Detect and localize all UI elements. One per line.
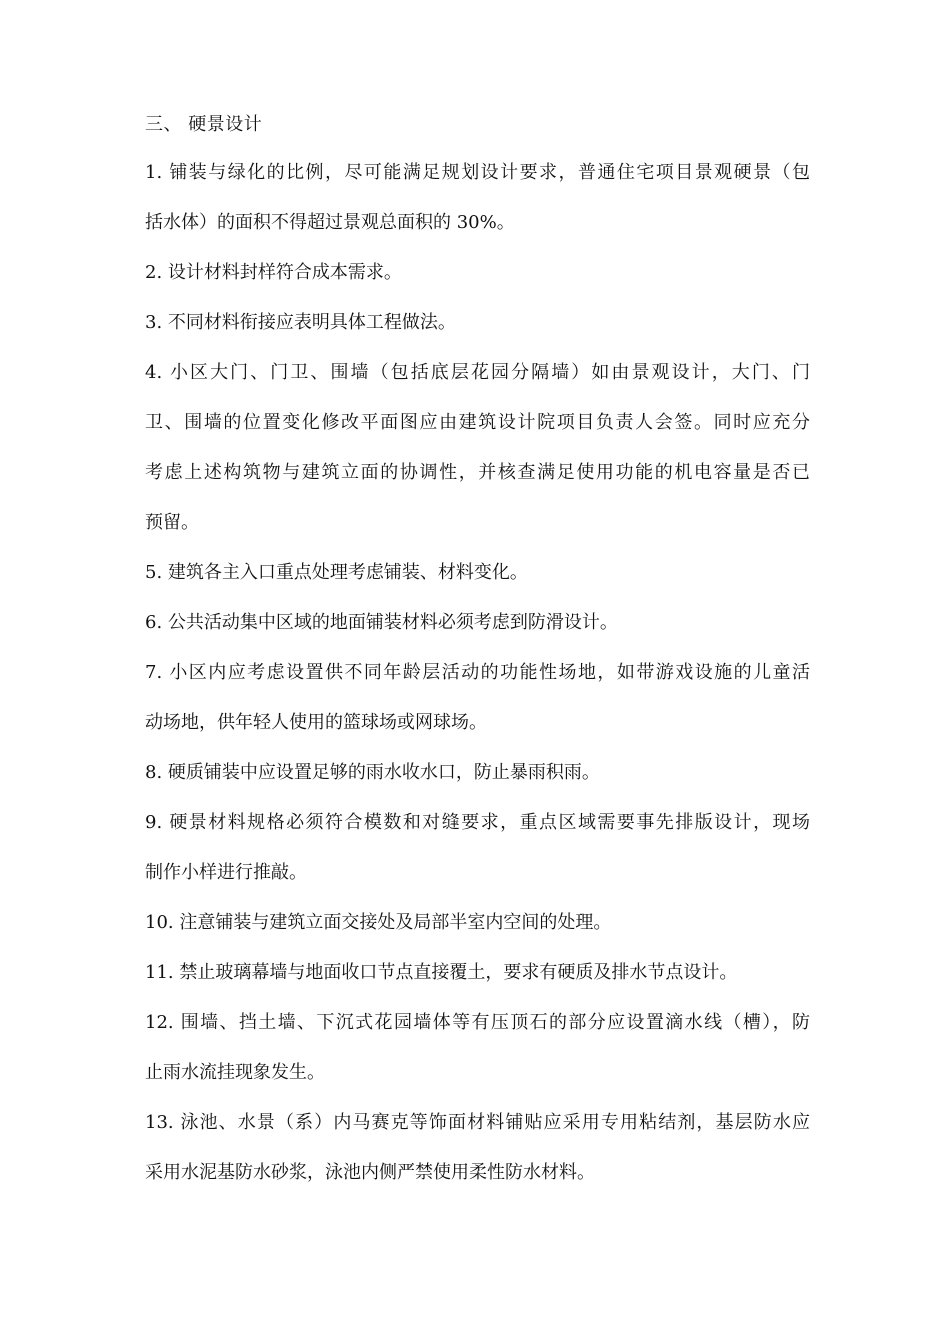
clause-line: 预留。 [145, 512, 199, 533]
clause-line: 3. 不同材料衔接应表明具体工程做法。 [145, 312, 456, 333]
clause-item [145, 1098, 810, 1198]
clause-item [145, 298, 810, 348]
clause-line: 括水体）的面积不得超过景观总面积的 30%。 [145, 212, 515, 233]
clause-line: 制作小样进行推敲。 [145, 862, 307, 883]
clause-item [145, 998, 810, 1098]
clause-item [145, 598, 810, 648]
clause-line: 9. 硬景材料规格必须符合模数和对缝要求，重点区域需要事先排版设计，现场 [145, 812, 810, 833]
clause-line: 6. 公共活动集中区域的地面铺装材料必须考虑到防滑设计。 [145, 612, 618, 633]
clause-item [145, 248, 810, 298]
clause-line: 10. 注意铺装与建筑立面交接处及局部半室内空间的处理。 [145, 912, 612, 933]
clause-line: 13. 泳池、水景（系）内马赛克等饰面材料铺贴应采用专用粘结剂，基层防水应 [145, 1112, 810, 1133]
clause-list [145, 148, 810, 1198]
clause-line: 12. 围墙、挡土墙、下沉式花园墙体等有压顶石的部分应设置滴水线（槽），防 [145, 1012, 810, 1033]
section-heading: 三、 硬景设计 [145, 114, 263, 135]
clause-line: 止雨水流挂现象发生。 [145, 1062, 325, 1083]
clause-item [145, 748, 810, 798]
clause-line: 11. 禁止玻璃幕墙与地面收口节点直接覆土，要求有硬质及排水节点设计。 [145, 962, 738, 983]
clause-line: 2. 设计材料封样符合成本需求。 [145, 262, 402, 283]
clause-item [145, 348, 810, 548]
clause-line: 8. 硬质铺装中应设置足够的雨水收水口，防止暴雨积雨。 [145, 762, 600, 783]
clause-line: 考虑上述构筑物与建筑立面的协调性，并核查满足使用功能的机电容量是否已 [145, 462, 810, 483]
clause-item [145, 648, 810, 748]
clause-item [145, 148, 810, 248]
clause-line: 采用水泥基防水砂浆，泳池内侧严禁使用柔性防水材料。 [145, 1162, 595, 1183]
clause-item [145, 548, 810, 598]
clause-line: 卫、围墙的位置变化修改平面图应由建筑设计院项目负责人会签。同时应充分 [145, 412, 810, 433]
clause-item [145, 798, 810, 898]
clause-line: 7. 小区内应考虑设置供不同年龄层活动的功能性场地，如带游戏设施的儿童活 [145, 662, 810, 683]
section-heading-container [145, 108, 810, 148]
clause-line: 动场地，供年轻人使用的篮球场或网球场。 [145, 712, 487, 733]
clause-line: 1. 铺装与绿化的比例，尽可能满足规划设计要求，普通住宅项目景观硬景（包 [145, 162, 810, 183]
clause-line: 4. 小区大门、门卫、围墙（包括底层花园分隔墙）如由景观设计，大门、门 [145, 362, 810, 383]
clause-item [145, 948, 810, 998]
clause-item [145, 898, 810, 948]
clause-line: 5. 建筑各主入口重点处理考虑铺装、材料变化。 [145, 562, 528, 583]
document-body [145, 108, 810, 1198]
